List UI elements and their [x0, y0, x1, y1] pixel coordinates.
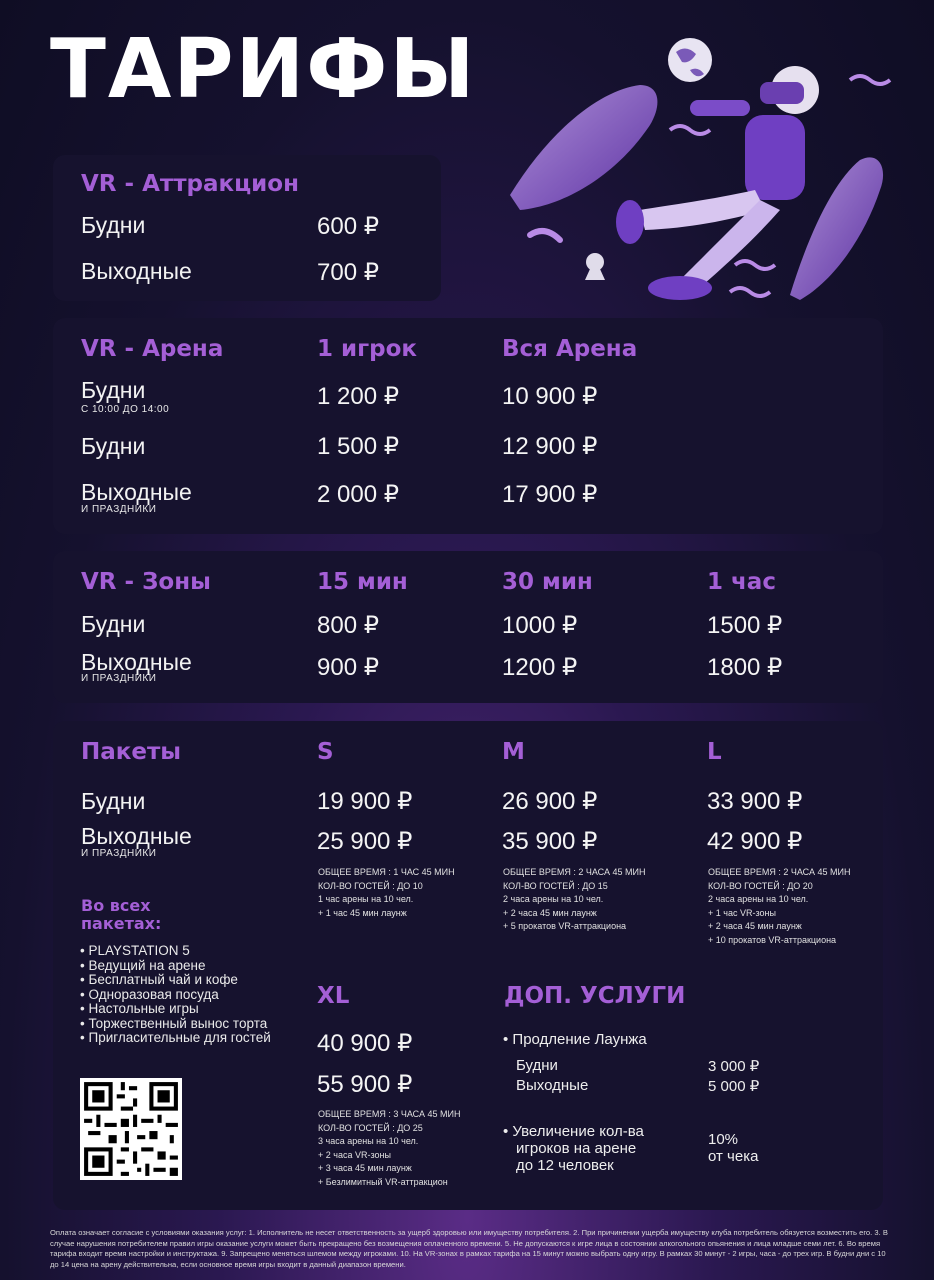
zones-row1-p1: 800 ₽ [317, 612, 379, 639]
package-l-notes [708, 866, 850, 947]
terms-footer: Оплата означает согласие с условиями оказания услуг: 1. Исполнитель не несет ответственность за ущерб здоровью или имуществу потребителя. 2. При причинении ущерба имуществу клуба потребитель обязуется возместить его. 3. В случае нарушения потребителем правил игры оказание услуги может быть прекращено без возмещения оплаченного времени. 5. Не допускаются к игре лица в состоянии алкогольного опьянения и лица младше семи лет. 6. Во время тарифа входит время настройки и инструктажа. 9. Запрещено меняться шлемом между игроками. 10. На VR-зонах в рамках тарифа на 15 минут можно выбрать одну игру. В рамках 30 минут - 2 игры, часа - до трех игр. В будни дни с 10 до 14 цена на арену действительна, если основное время игры входит в данный диапазон времени. [50, 1228, 888, 1269]
package-s-p2: 25 900 ₽ [317, 828, 413, 855]
zones-header: VR - Зоны [81, 569, 211, 595]
extra-increase-line: • Увеличение кол-ва [503, 1123, 644, 1140]
page-title: ТАРИФЫ [50, 22, 477, 117]
package-m-p1: 26 900 ₽ [502, 788, 598, 815]
zones-row1-p3: 1500 ₽ [707, 612, 783, 639]
arena-header: VR - Арена [81, 336, 224, 362]
zones-row2-p3: 1800 ₽ [707, 654, 783, 681]
extra-weekend-label: Выходные [516, 1077, 589, 1094]
package-xl-name: XL [317, 983, 350, 1009]
zones-row1-label: Будни [81, 611, 146, 637]
zones-row2-p1: 900 ₽ [317, 654, 379, 681]
package-s-notes [318, 866, 455, 920]
package-xl-note: + Безлимитный VR-аттракцион [318, 1176, 448, 1187]
package-xl-note: + 3 часа 45 мин лаунж [318, 1163, 412, 1173]
included-title-line: Во всех [81, 896, 151, 915]
package-xl-p2: 55 900 ₽ [317, 1071, 413, 1098]
package-xl-notes [318, 1108, 460, 1189]
arena-row1-sub: С 10:00 ДО 14:00 [81, 404, 170, 415]
zones-col-30min: 30 мин [502, 569, 593, 595]
package-s-name: S [317, 739, 334, 765]
package-xl-note: ОБЩЕЕ ВРЕМЯ : 3 ЧАСА 45 МИН [318, 1109, 461, 1119]
package-l-p2: 42 900 ₽ [707, 828, 803, 855]
package-m-note: + 5 прокатов VR-аттракциона [503, 921, 627, 931]
attraction-weekend-price: 700 ₽ [317, 259, 379, 286]
extra-increase-line: игроков на арене [516, 1140, 637, 1157]
included-item: • Пригласительные для гостей [80, 1031, 271, 1046]
arena-row3-label: Выходные [81, 479, 192, 505]
package-m-p2: 35 900 ₽ [502, 828, 598, 855]
package-m-name: M [502, 739, 525, 765]
attraction-header: VR - Аттракцион [81, 171, 299, 197]
package-m-notes [503, 866, 645, 934]
included-item: • Бесплатный чай и кофе [80, 973, 271, 988]
packages-weekday-label: Будни [81, 788, 146, 814]
extra-weekday-price: 3 000 ₽ [708, 1058, 760, 1075]
arena-row1-p2: 10 900 ₽ [502, 383, 598, 410]
arena-row2-p2: 12 900 ₽ [502, 433, 598, 460]
arena-row3-sub: И ПРАЗДНИКИ [81, 504, 157, 515]
package-s-p1: 19 900 ₽ [317, 788, 413, 815]
package-m-note: 2 часа арены на 10 чел. [503, 894, 604, 904]
zones-row2-label: Выходные [81, 649, 192, 675]
package-l-note: + 2 часа 45 мин лаунж [708, 921, 802, 931]
package-m-note: КОЛ-ВО ГОСТЕЙ : ДО 15 [503, 880, 608, 891]
zones-card [53, 551, 883, 703]
extra-header: ДОП. УСЛУГИ [504, 983, 686, 1009]
included-item: • Настольные игры [80, 1002, 271, 1017]
attraction-card [53, 155, 441, 301]
zones-col-1hour: 1 час [707, 569, 776, 595]
package-s-note: + 1 час 45 мин лаунж [318, 907, 407, 918]
package-l-note: КОЛ-ВО ГОСТЕЙ : ДО 20 [708, 880, 813, 891]
packages-weekend-label: Выходные [81, 823, 192, 849]
included-item: • Ведущий на арене [80, 959, 271, 974]
included-item: • Торжественный вынос торта [80, 1017, 271, 1032]
extra-increase-value [708, 1131, 758, 1165]
arena-col-full-arena: Вся Арена [502, 336, 638, 362]
zones-col-15min: 15 мин [317, 569, 408, 595]
package-s-note: 1 час арены на 10 чел. [318, 894, 414, 904]
extra-increase-value-line: 10% [708, 1131, 739, 1148]
package-s-note: КОЛ-ВО ГОСТЕЙ : ДО 10 [318, 880, 423, 891]
package-l-name: L [707, 739, 722, 765]
package-m-note: ОБЩЕЕ ВРЕМЯ : 2 ЧАСА 45 МИН [503, 867, 646, 877]
zones-row2-p2: 1200 ₽ [502, 654, 578, 681]
extra-increase-line: до 12 человек [516, 1157, 614, 1174]
packages-header: Пакеты [81, 739, 182, 765]
package-l-note: + 10 прокатов VR-аттракциона [708, 934, 837, 945]
package-l-note: ОБЩЕЕ ВРЕМЯ : 2 ЧАСА 45 МИН [708, 867, 851, 877]
arena-row3-p2: 17 900 ₽ [502, 481, 598, 508]
package-m-note: + 2 часа 45 мин лаунж [503, 907, 597, 918]
extra-increase [503, 1123, 644, 1174]
package-l-p1: 33 900 ₽ [707, 788, 803, 815]
arena-row1-p1: 1 200 ₽ [317, 383, 399, 410]
extra-weekend-price: 5 000 ₽ [708, 1078, 760, 1095]
included-title-line: пакетах: [81, 914, 162, 933]
included-item: • PLAYSTATION 5 [80, 944, 271, 959]
qr-code-icon[interactable] [80, 1078, 182, 1180]
included-list [80, 944, 271, 1046]
arena-row2-label: Будни [81, 433, 146, 459]
zones-row2-sub: И ПРАЗДНИКИ [81, 673, 157, 684]
extra-increase-value-line: от чека [708, 1148, 759, 1165]
attraction-weekday-label: Будни [81, 212, 146, 238]
included-item: • Одноразовая посуда [80, 988, 271, 1003]
arena-card [53, 318, 883, 534]
package-xl-note: 3 часа арены на 10 чел. [318, 1136, 419, 1146]
included-title [81, 897, 161, 933]
attraction-weekday-price: 600 ₽ [317, 213, 379, 240]
vr-character-illustration [490, 30, 910, 320]
package-xl-note: + 2 часа VR-зоны [318, 1149, 391, 1160]
package-s-note: ОБЩЕЕ ВРЕМЯ : 1 ЧАС 45 МИН [318, 867, 455, 877]
arena-row2-p1: 1 500 ₽ [317, 433, 399, 460]
extra-lounge: • Продление Лаунжа [503, 1031, 647, 1048]
package-xl-p1: 40 900 ₽ [317, 1030, 413, 1057]
extra-weekday-label: Будни [516, 1057, 558, 1074]
packages-weekend-sub: И ПРАЗДНИКИ [81, 848, 157, 859]
package-l-note: + 1 час VR-зоны [708, 907, 776, 918]
arena-col-one-player: 1 игрок [317, 336, 418, 362]
zones-row1-p2: 1000 ₽ [502, 612, 578, 639]
arena-row1-label: Будни [81, 377, 146, 403]
package-xl-note: КОЛ-ВО ГОСТЕЙ : ДО 25 [318, 1122, 423, 1133]
attraction-weekend-label: Выходные [81, 258, 192, 284]
package-l-note: 2 часа арены на 10 чел. [708, 894, 809, 904]
arena-row3-p1: 2 000 ₽ [317, 481, 399, 508]
